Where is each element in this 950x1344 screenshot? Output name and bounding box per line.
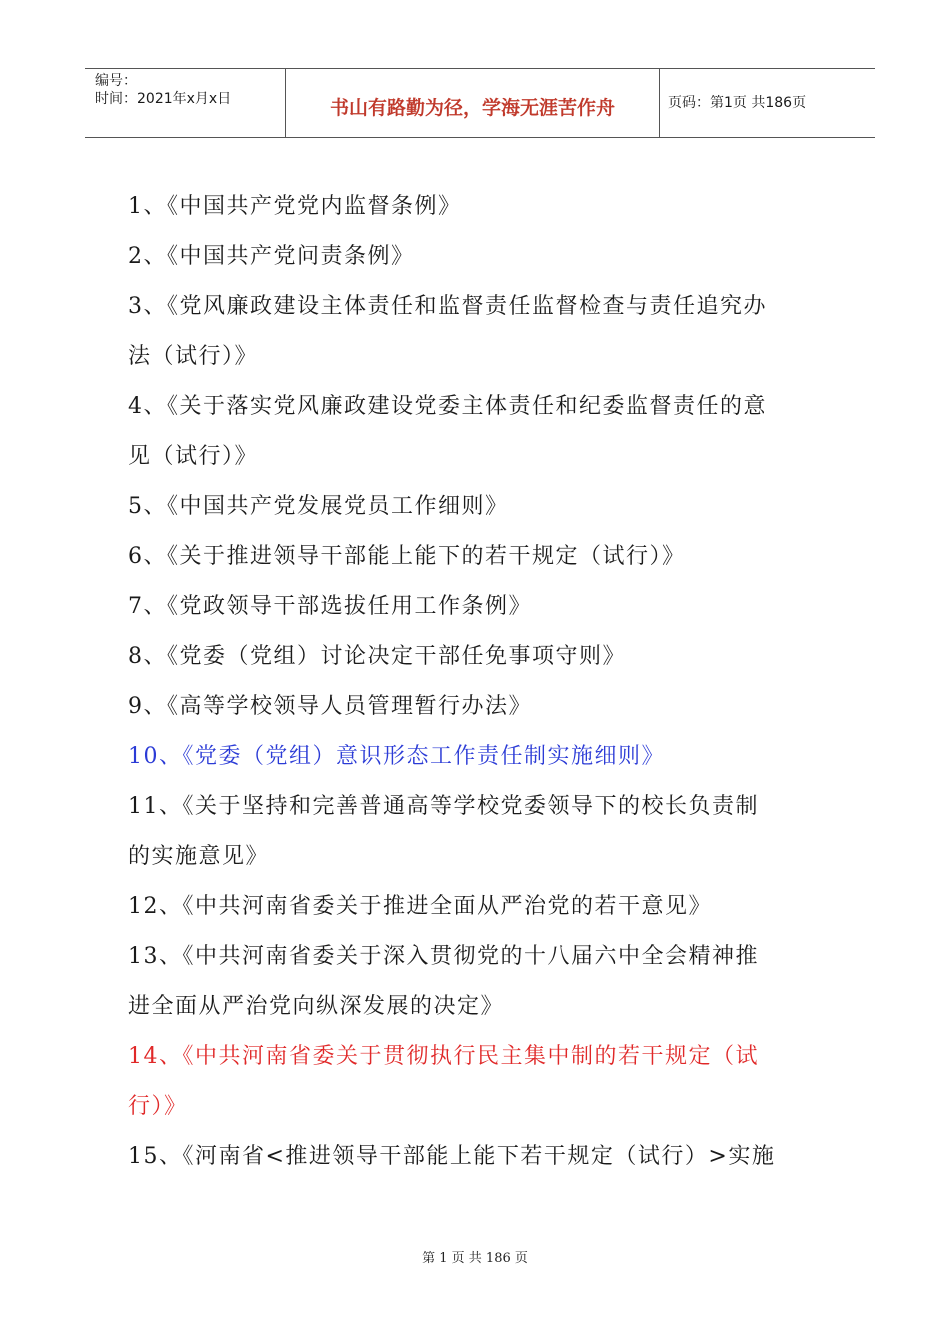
list-item: 见（试行）》 bbox=[128, 444, 259, 469]
list-item: 13、《中共河南省委关于深入贯彻党的十八届六中全会精神推 bbox=[128, 944, 759, 969]
page-footer: 第 1 页 共 186 页 bbox=[422, 1251, 528, 1266]
page-header bbox=[85, 68, 875, 138]
list-item: 15、《河南省<推进领导干部能上能下若干规定（试行）>实施 bbox=[128, 1144, 776, 1169]
list-item: 2、《中国共产党问责条例》 bbox=[128, 244, 415, 269]
list-item: 3、《党风廉政建设主体责任和监督责任监督检查与责任追究办 bbox=[128, 294, 767, 319]
header-page-info: 页码：第1页 共186页 bbox=[668, 95, 807, 111]
list-item: 4、《关于落实党风廉政建设党委主体责任和纪委监督责任的意 bbox=[128, 394, 767, 419]
header-motto-cell bbox=[285, 69, 660, 137]
list-item: 12、《中共河南省委关于推进全面从严治党的若干意见》 bbox=[128, 894, 712, 919]
list-item: 进全面从严治党向纵深发展的决定》 bbox=[128, 994, 505, 1019]
list-item: 9、《高等学校领导人员管理暂行办法》 bbox=[128, 694, 532, 719]
list-item-highlighted-red: 14、《中共河南省委关于贯彻执行民主集中制的若干规定（试 bbox=[128, 1044, 759, 1069]
list-item: 7、《党政领导干部选拔任用工作条例》 bbox=[128, 594, 532, 619]
list-item-highlighted-red: 行）》 bbox=[128, 1094, 188, 1119]
serial-label: 编号： bbox=[95, 73, 137, 89]
list-item: 8、《党委（党组）讨论决定干部任免事项守则》 bbox=[128, 644, 626, 669]
list-item: 11、《关于坚持和完善普通高等学校党委领导下的校长负责制 bbox=[128, 794, 759, 819]
list-item: 1、《中国共产党党内监督条例》 bbox=[128, 194, 462, 219]
list-item-highlighted-blue: 10、《党委（党组）意识形态工作责任制实施细则》 bbox=[128, 744, 665, 769]
list-item: 法（试行）》 bbox=[128, 344, 259, 369]
list-item: 5、《中国共产党发展党员工作细则》 bbox=[128, 494, 509, 519]
document-body bbox=[128, 182, 838, 1182]
header-meta bbox=[85, 69, 285, 137]
list-item: 的实施意见》 bbox=[128, 844, 270, 869]
list-item: 6、《关于推进领导干部能上能下的若干规定（试行）》 bbox=[128, 544, 686, 569]
motto: 书山有路勤为径，学海无涯苦作舟 bbox=[329, 97, 615, 119]
time-label: 时间：2021年x月x日 bbox=[95, 91, 232, 107]
